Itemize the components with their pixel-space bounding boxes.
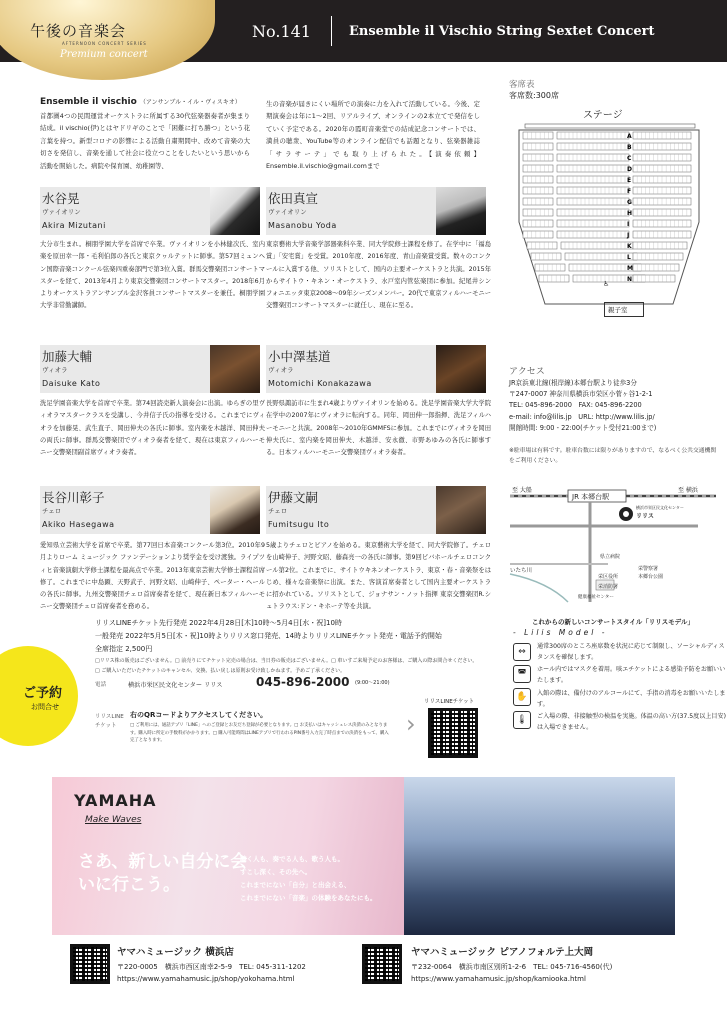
map-health: 健康福祉センター [578,595,614,600]
seat-row-label: E [627,177,632,184]
access-line: JR京浜東北線(根岸線)本郷台駅より徒歩3分 [509,379,637,387]
line-ticket-note: □ ご利用には、通話アプリ「LINE」へのご登録とお友だち登録が必要となります。□ お支払いはキャッシュレス決済のみとなります。購入時に所定の手数料がかかります。□ 購入可能時間はLINEアプリで行われるPIN番号入力完了時点までの決済をもって、購入完了となります。 [130,723,389,744]
svg-text:♿: ♿ [603,280,610,288]
lilis-rule: 入館の際は、備付けのアルコールにて、手指の消毒をお願いいたします。 [537,690,726,708]
performer-bio: 愛知県立芸術大学を首席で卒業。第77回日本音楽コンクール第3位。2010年9月よりローム ミュージック ファンデーションより奨学金を受け渡独。ライプツィヒ音楽演劇大学修士課程を最高点で卒業。2013年東京芸術大学修士課程首席修了。これまでに中島顕、天野武子、河野文昭、山崎伸子、ペーター・ヘールの各氏に師事。九州交響楽団チェロ首席奏者を経て、現在新日本フィルハーモニー交響楽団チェロ首席奏者を務める。 [40,542,265,611]
parent-room-label: 親子室 [608,306,628,314]
organizer-name: 横浜市栄区民文化センター リリス [128,682,223,689]
performer-romaji: Motomichi Konakazawa [268,379,372,388]
store-qr-code[interactable] [70,944,110,984]
yamaha-banner [52,777,675,935]
concert-title: Ensemble il Vischio String Sextet Concert [349,24,655,39]
performer-bio: 洗足学園音楽大学を首席で卒業。第74回読売新人演奏会に出演。ゆらぎの里ヴィオラマスタークラスを受講し、今井信子氏の指導を受ける。これまでにヴィオラを加藤晃、武生直子、岡田伸夫の各氏に師事。室内楽を木越洋、岡田伸夫の両氏に師事。群馬交響楽団でヴィオラ奏者を経て、現在は東京フィルハーモニー交響楽団副首席ヴィオラ奏者。 [40,400,265,457]
store-url[interactable]: https://www.yamahamusic.jp/shop/yokohama.html [117,975,295,983]
stage-label: ステージ [583,110,623,121]
seat-block [523,209,553,216]
store-qr-code[interactable] [362,944,402,984]
performer-instrument: ヴィオラ [268,366,294,374]
seating-chart [505,104,713,318]
ticket-note-2: □ ご購入いただいたチケットのキャンセル、交換、払い戻しは原則お受け致しかねます。予めご了承ください。 [95,668,346,674]
performer-name: 水谷晃 [42,191,80,206]
performer-name: 長谷川彰子 [42,490,105,505]
performer-instrument: ヴィオラ [42,366,68,374]
presale-line-info: リリスLINEチケット先行発売 2022年4月28日[木]10時〜5月4日[水・祝]10時 [95,619,342,627]
banner-copy-sub [240,853,410,905]
performer-romaji: Fumitsugu Ito [268,520,330,529]
sanitizer-icon: ✋ [513,688,531,706]
map-lilis: リリス [636,513,654,520]
ticket-phone[interactable]: 045-896-2000 [256,675,350,689]
performer-photo [210,187,260,235]
seat-row-label: F [627,188,632,195]
lilis-rule: ホール内ではマスクを着用。咳エチケットによる感染予防をお願いいたします。 [537,666,726,684]
reservation-label: ご予約 [23,686,63,701]
performer-instrument: ヴァイオリン [42,208,81,216]
seat-row-label: L [627,254,631,261]
store-name: ヤマハミュージック ピアノフォルテ上大岡 [411,947,594,958]
banner-background-left [52,777,404,935]
performer-photo [210,486,260,534]
performer-photo [436,486,486,534]
seating-heading: 客席表 [509,80,535,90]
seat-row-label: D [627,166,632,173]
series-subtitle: AFTERNOON CONCERT SERIES [62,41,147,46]
store-name: ヤマハミュージック 横浜店 [117,947,234,958]
seat-row-label: N [627,276,633,283]
map-hospital: 県立病院 [600,554,621,560]
store-address: 〒220-0005 横浜市西区南幸2-5-9 TEL: 045-311-1202 [117,963,306,971]
performer-bio: 長野県諏訪市に生まれ4歳よりヴァイオリンを始める。洗足学園音楽大学大学院在学中の2007年にヴィオラに転向する。同年、岡田伸一郎指揮、洗足フィルハーモニーと共演。2008年〜2010年GMMFSに参加。これまでにヴィオラを岡田伸夫氏に、室内楽を岡田伸夫、木越洋、安永徹、市野あゆみの各氏に師事する。日本フィルハーモニー交響楽団ヴィオラ奏者。 [266,400,491,457]
ticket-note-1: □リリス株の販売はございません。□ 前売りにてチケット完売の場合は、当日券の販売はございません。□ 車いすご来場予定のお客様は、ご購入の際お問合せください。 [95,658,478,664]
concert-number: No.141 [252,22,311,41]
performer-instrument: ヴァイオリン [268,208,307,216]
premium-label: Premium concert [60,49,148,60]
performer-bio: 東京藝術大学音楽学部器楽科卒業、同大学院修士課程を修了。在学中に「福島賞」「安宅賞」を受賞。2010年度、2016年度、青山音楽賞受賞。数々のコンクールに入賞する他、ソリストとして、国内の主要オーケストラと共演。2015年からサイトウ・キネン・オーケストラ、水戸室内管弦楽団に参加。紀尾井シンフォニエッタ東京2008〜09年シーズンメンバー。20代で東京フィルハーモニー交響楽団コンサートマスターに就任し、現在に至る。 [266,241,491,310]
performer-card-hasegawa [40,486,260,534]
performer-romaji: Akira Mizutani [42,221,106,230]
access-map [508,482,718,604]
access-info [509,378,721,434]
yamaha-tagline: Make Waves [85,815,142,825]
mask-icon: ◚ [513,665,531,683]
lilis-model-heading: これからの新しいコンサートスタイル「リリスモデル」 [532,618,694,626]
header-divider [331,16,332,46]
ensemble-description-2: 生の音楽が届きにくい場所での演奏に力を入れて活動している。今後、定期演奏会は年に1〜2回、リアルライブ、オンラインの2本立てで発信をしていく予定である。2020年の霞町音楽堂での結成記念コンサートでは、満員の聴衆、YouTube等のオンライン配信でも話題となり、弦楽器雑誌「サラサーテ」でも取り上げられた。【演奏依頼】Ensemble.il.vischio@gmail.comまで [266,100,480,171]
access-line: 開館時間: 9:00 - 22:00(チケット受付21:00まで) [509,423,657,432]
performer-name: 小中澤基道 [268,349,331,364]
performer-card-kato [40,345,260,393]
line-ticket-label: リリスLINEチケット [95,714,124,729]
seat-block [523,154,553,161]
seat-row-label: H [627,210,633,217]
performer-romaji: Akiko Hasegawa [42,520,115,529]
access-line: 〒247-0007 神奈川県横浜市栄区小菅ヶ谷1-2-1 [509,390,653,399]
banner-copy: さあ、新しい自分に会いに行こう。 [78,852,248,895]
yamaha-logo: YAMAHA [74,791,157,810]
performer-romaji: Daisuke Kato [42,379,101,388]
line-qr-label: リリスLINEチケット [424,699,475,705]
seat-block [523,231,553,238]
map-center: 横浜市栄区民文化センター [636,505,684,510]
series-title: 午後の音楽会 [30,22,127,40]
lilis-rule: ご入場の際、非接触型の検温を実施。体温の高い方(37.5度以上目安)は入場できません。 [537,713,726,731]
seat-block [523,176,553,183]
seat-block [633,264,679,271]
performer-name: 依田真宣 [268,191,319,206]
seat-row-label: C [627,155,632,162]
performer-bio: 大分市生まれ。桐朋学園大学を首席で卒業。ヴァイオリンを小林健次氏、室内楽を原田幸一郎・毛利伯郎の各氏と東京クヮルテットに師事。第57回ミュンヘン国際音楽コンクール弦楽四重奏部門で第3位入賞。群馬交響楽団コンサートマスターを経て、2013年4月より東京交響楽団コンサートマスター。2018年6月よりオーケストラアンサンブル金沢客員コンサートマスターを兼任。桐朋学園大学非常勤講師。 [40,241,265,310]
performer-romaji: Masanobu Yoda [268,221,337,230]
general-sale-info: 一般発売 2022年5月5日[木・祝]10時よりリリス窓口発売、14時よりリリスLINEチケット発売・電話予約開始 [95,632,442,640]
performer-photo [436,187,486,235]
seat-row-label: B [627,144,632,151]
map-ofuna: 至 大船 [512,487,532,494]
access-line: TEL: 045-896-2000 FAX: 045-896-2200 [509,401,642,410]
performer-photo [436,345,486,393]
lilis-model-subtitle: - Lilis Model - [513,628,608,637]
seat-block [523,198,553,205]
phone-hours: (9:00〜21:00) [355,680,390,686]
access-line[interactable]: e-mail: info@lilis.jp URL: http://www.lilis.jp/ [509,412,655,421]
performer-card-yoda [266,187,486,235]
map-fire: 栄消防署 [598,584,619,590]
banner-copy-line: 聴く人も、奏でる人も、歌う人も。 [240,855,344,863]
map-ward: 栄区役所 [598,574,619,580]
seat-block [523,187,553,194]
seat-row-label: J [627,232,630,239]
parking-note: ※駐車場は有料です。駐車台数には限りがありますので、なるべく公共交通機関をご利用ください。 [509,448,717,464]
map-police: 栄警察署 [638,566,659,572]
map-itachi: いたち川 [510,568,533,574]
map-yokohama: 至 横浜 [678,487,698,494]
seat-row-label: G [627,199,632,206]
banner-photo [404,777,675,935]
distance-icon: ⇔ [513,643,531,661]
access-heading: アクセス [509,367,545,377]
seat-row-label: M [627,265,633,272]
performer-instrument: チェロ [268,507,288,515]
line-qr-code[interactable] [428,708,478,758]
qr-instruction: 右のQRコードよりアクセスしてください。 [130,711,268,719]
seat-block [523,143,553,150]
banner-copy-line: すこし深く、その先へ。 [240,868,312,876]
seat-block [531,253,561,260]
ensemble-heading: Ensemble il vischio （アンサンブル・イル・ヴィスキオ） [40,97,241,107]
performer-name: 伊藤文嗣 [268,490,319,505]
store-url[interactable]: https://www.yamahamusic.jp/shop/kamiooka.html [411,975,586,983]
performer-card-mizutani [40,187,260,235]
performer-card-konakazawa [266,345,486,393]
thermometer-icon: 🌡 [513,711,531,729]
ensemble-description-1: 首都圏4つの民間運営オーケストラに所属する30代弦楽器奏者が集まり結成。il vischio(伊)とはヤドリギのことで「困難に打ち勝つ」という花言葉を持つ。新型コロナの影響による活動自粛期間中、改めて音楽の大切さを発信し、音楽を通して社会に役立つことをしたいという思いから活動を開始した。病院や保育園、幼稚園等、 [40,112,250,170]
map-station: JR 本郷台駅 [572,493,610,501]
banner-copy-line: これまでにない「音楽」の体験をあなたにも。 [240,894,377,902]
seat-block [523,165,553,172]
performer-instrument: チェロ [42,507,62,515]
performer-name: 加藤大輔 [42,349,93,364]
phone-label: 電話 [95,682,107,688]
seat-block [523,132,553,139]
seat-row-label: K [627,243,632,250]
ticket-price: 全席指定 2,500円 [95,645,153,653]
map-park: 本郷台公園 [638,574,664,580]
seat-block [633,242,687,249]
inquiry-label: お問合せ [31,703,59,711]
chevron-right-icon: › [406,710,416,738]
performer-photo [210,345,260,393]
seat-row-label: I [627,221,630,228]
banner-copy-line: これまでにない「自分」と出会える、 [240,881,351,889]
seat-block [527,242,557,249]
seat-block [523,220,553,227]
seat-row-label: A [627,133,632,140]
store-address: 〒232-0064 横浜市南区別所1-2-6 TEL: 045-716-4560(代) [411,963,613,971]
performer-bio: 5歳よりチェロとピアノを始める。東京藝術大学を経て、同大学院修了。チェロを山崎伸子、河野文昭、藤森亮一の各氏に師事。第9回ビバホールチェロコンクール第2位。これまでに、サイトウキネンオーケストラ、東京・春・音楽祭をはじめ、様々な音楽祭に出演。また、客演首席奏者として国内主要オーケストラに招かれている。ソリストとして、ジョナサン・ノット指揮 東京交響楽団R.シュトラウス:ドン・キホーテ等を共演。 [266,542,491,611]
seat-block [535,264,565,271]
performer-card-ito [266,486,486,534]
seating-capacity: 客席数:300席 [509,91,559,100]
seat-block [539,275,569,282]
lilis-rule: 通常300席のところ座席数を状況に応じて制限し、ソーシャルディスタンスを確保します。 [537,643,725,661]
